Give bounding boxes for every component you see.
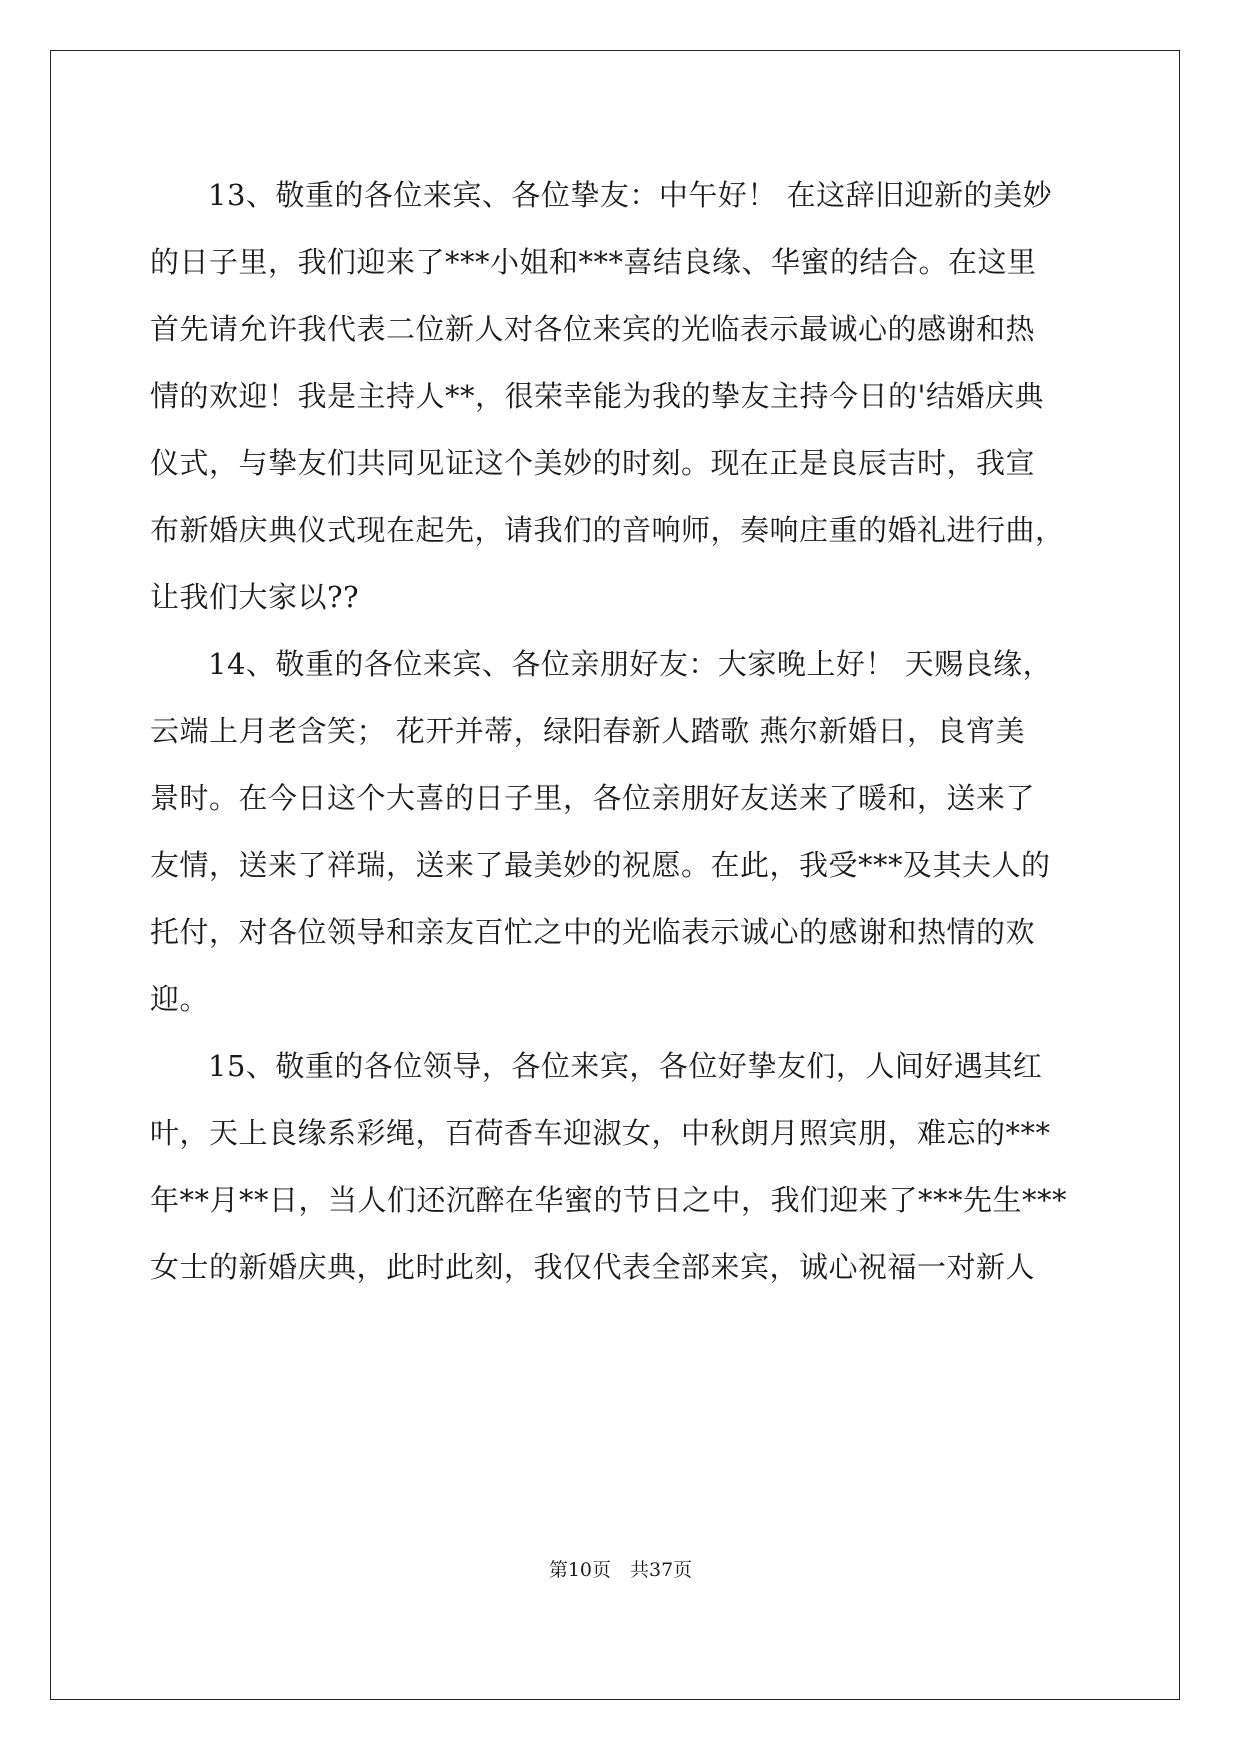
text-line: 让我们大家以?? bbox=[150, 580, 360, 614]
paragraph-13 bbox=[150, 162, 1090, 631]
paragraph-15 bbox=[150, 1033, 1090, 1301]
text-line: 云端上月老含笑； 花开并蒂，绿阳春新人踏歌 燕尔新婚日，良宵美 bbox=[150, 714, 1025, 748]
page-number-footer: 第10页 共37页 bbox=[548, 1559, 693, 1581]
text-line: 叶，天上良缘系彩绳，百荷香车迎淑女，中秋朗月照宾朋，难忘的*** bbox=[150, 1116, 1051, 1150]
text-line: 15、敬重的各位领导，各位来宾，各位好挚友们，人间好遇其红 bbox=[208, 1049, 1043, 1083]
paragraph-14 bbox=[150, 631, 1090, 1033]
text-line: 景时。在今日这个大喜的日子里，各位亲朋好友送来了暖和，送来了 bbox=[150, 781, 1036, 815]
text-line: 年**月**日，当人们还沉醉在华蜜的节日之中，我们迎来了***先生*** bbox=[150, 1183, 1068, 1217]
text-line: 的日子里，我们迎来了***小姐和***喜结良缘、华蜜的结合。在这里 bbox=[150, 245, 1037, 279]
text-line: 14、敬重的各位来宾、各位亲朋好友：大家晚上好！ 天赐良缘， bbox=[208, 647, 1053, 681]
text-line: 布新婚庆典仪式现在起先，请我们的音响师，奏响庄重的婚礼进行曲， bbox=[150, 513, 1065, 547]
text-line: 首先请允许我代表二位新人对各位来宾的光临表示最诚心的感谢和热 bbox=[150, 312, 1036, 346]
text-line: 13、敬重的各位来宾、各位挚友：中午好！ 在这辞旧迎新的美妙 bbox=[208, 178, 1053, 212]
text-line: 友情，送来了祥瑞，送来了最美妙的祝愿。在此，我受***及其夫人的 bbox=[150, 848, 1051, 882]
text-line: 迎。 bbox=[150, 982, 210, 1016]
text-line: 女士的新婚庆典，此时此刻，我仅代表全部来宾，诚心祝福一对新人 bbox=[150, 1250, 1036, 1284]
text-line: 托付，对各位领导和亲友百忙之中的光临表示诚心的感谢和热情的欢 bbox=[150, 915, 1036, 949]
document-body bbox=[150, 162, 1090, 1301]
text-line: 仪式，与挚友们共同见证这个美妙的时刻。现在正是良辰吉时，我宣 bbox=[150, 446, 1036, 480]
text-line: 情的欢迎！我是主持人**，很荣幸能为我的挚友主持今日的'结婚庆典 bbox=[150, 379, 1044, 413]
